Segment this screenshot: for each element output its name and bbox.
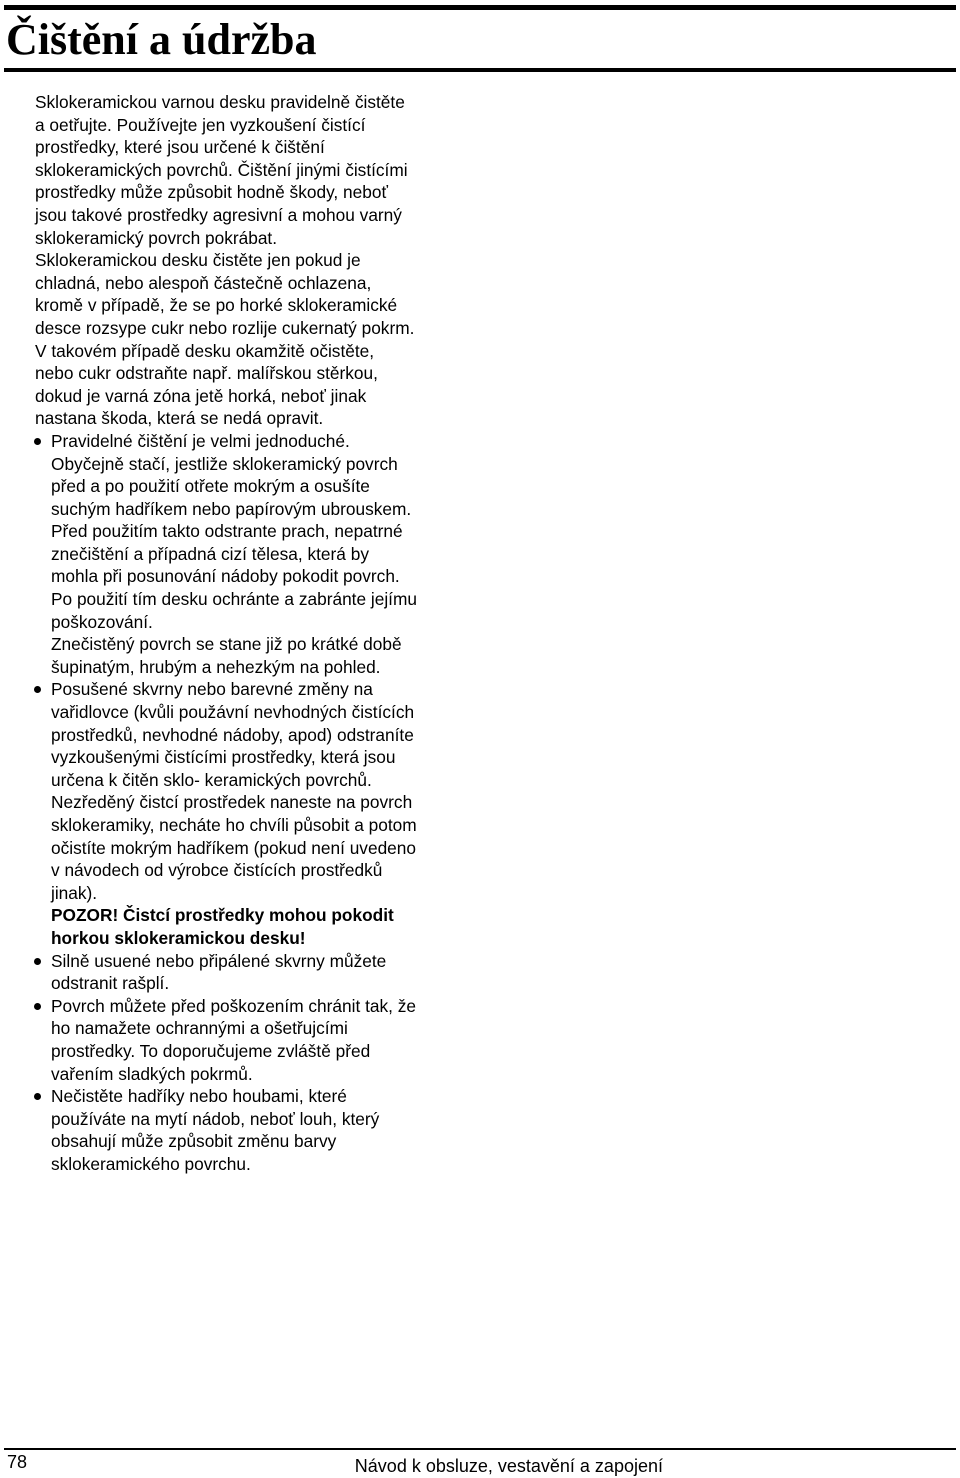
text-line: sklokeramický povrch pokrábat. bbox=[35, 227, 278, 248]
text-line: Povrch můžete před poškozením chránit tak, že bbox=[51, 995, 416, 1016]
text-line: desce rozsype cukr nebo rozlije cukernatý pokrm. bbox=[35, 317, 415, 338]
bullet-list bbox=[35, 430, 475, 1176]
text-line: mohla při posunování nádoby pokodit povrch. bbox=[51, 566, 400, 587]
text-line: Posušené skvrny nebo barevné změny na bbox=[51, 679, 373, 700]
text-line: určena k čitěn sklo- keramických povrchů. bbox=[51, 769, 372, 790]
warning-line: horkou sklokeramickou desku! bbox=[51, 927, 306, 948]
text-line: šupinatým, hrubým a nehezkým na pohled. bbox=[51, 656, 381, 677]
bullet-item-protection bbox=[35, 995, 475, 1085]
bullet-item-burnt-stains bbox=[35, 950, 475, 995]
intro-paragraph bbox=[35, 91, 475, 430]
text-line: prostředků, nevhodné nádoby, apod) odstraníte bbox=[51, 724, 414, 745]
page-number: 78 bbox=[7, 1452, 28, 1472]
text-line: prostředky. To doporučujeme zvláště před bbox=[51, 1040, 371, 1061]
text-line: dokud je varná zóna jetě horká, neboť jinak bbox=[35, 385, 367, 406]
text-line: vařidlovce (kvůli použávní nevhodných čistících bbox=[51, 702, 415, 723]
text-line: před a po použití otřete mokrým a osušíte bbox=[51, 476, 370, 497]
bullet-icon bbox=[34, 1003, 41, 1010]
bullet-item-dish-cloths bbox=[35, 1085, 475, 1175]
text-line: v návodech od výrobce čistících prostředků bbox=[51, 860, 383, 881]
text-line: Pravidelné čištění je velmi jednoduché. bbox=[51, 430, 350, 451]
text-line: Nezředěný čistcí prostředek naneste na povrch bbox=[51, 792, 413, 813]
text-line: sklokeramiky, necháte ho chvíli působit a potom bbox=[51, 815, 417, 835]
text-line: nastana škoda, která se nedá opravit. bbox=[35, 408, 324, 429]
text-line: nebo cukr odstraňte např. malířskou stěrkou, bbox=[35, 363, 378, 384]
document-body bbox=[35, 91, 475, 1176]
bullet-item-regular-cleaning bbox=[35, 430, 475, 679]
bullet-icon bbox=[34, 1093, 41, 1100]
text-line: jinak). bbox=[51, 882, 98, 903]
text-line: suchým hadříkem nebo papírovým ubrouskem. bbox=[51, 498, 412, 519]
text-line: Sklokeramickou varnou desku pravidelně čistěte bbox=[35, 92, 405, 112]
text-line: vařením sladkých pokrmů. bbox=[51, 1063, 253, 1084]
text-line: kromě v případě, že se po horké sklokeramické bbox=[35, 295, 398, 316]
footer-text: Návod k obsluze, vestavění a zapojení bbox=[354, 1456, 663, 1476]
text-line: sklokeramického povrchu. bbox=[51, 1153, 251, 1174]
text-line: obsahují může způsobit změnu barvy bbox=[51, 1131, 337, 1152]
text-line: Po použití tím desku ochránte a zabránte jejímu bbox=[51, 589, 417, 610]
text-line: vyzkoušenými čistícími prostředky, která jsou bbox=[51, 747, 396, 768]
text-line: ho namažete ochrannými a ošetřujcími bbox=[51, 1018, 348, 1039]
text-line: odstranit rašplí. bbox=[51, 973, 170, 994]
title-underline bbox=[4, 68, 956, 72]
footer-rule bbox=[4, 1448, 956, 1450]
text-line: Sklokeramickou desku čistěte jen pokud je bbox=[35, 250, 361, 271]
text-line: sklokeramických povrchů. Čištění jinými čistícími bbox=[35, 159, 408, 180]
text-line: Obyčejně stačí, jestliže sklokeramický povrch bbox=[51, 453, 398, 474]
text-line: poškozování. bbox=[51, 611, 153, 632]
text-line: jsou takové prostředky agresivní a mohou varný bbox=[35, 204, 402, 225]
text-line: očistíte mokrým hadříkem (pokud není uvedeno bbox=[51, 837, 417, 858]
text-line: V takovém případě desku okamžitě očistěte, bbox=[35, 340, 375, 361]
bullet-item-stains bbox=[35, 678, 475, 949]
bullet-icon bbox=[34, 438, 41, 445]
text-line: Nečistěte hadříky nebo houbami, které bbox=[51, 1086, 347, 1107]
text-line: znečištění a případná cizí tělesa, která by bbox=[51, 543, 369, 564]
text-line: Před použitím takto odstrante prach, nepatrné bbox=[51, 521, 403, 542]
text-line: Znečistěný povrch se stane již po krátké době bbox=[51, 634, 402, 655]
text-line: používáte na mytí nádob, neboť louh, který bbox=[51, 1108, 380, 1129]
text-line: prostředky, které jsou určené k čištění bbox=[35, 137, 325, 158]
bullet-icon bbox=[34, 686, 41, 693]
text-line: Silně usuené nebo připálené skvrny můžete bbox=[51, 950, 387, 971]
warning-line: POZOR! Čistcí prostředky mohou pokodit bbox=[51, 905, 394, 926]
text-line: a oetřujte. Používejte jen vyzkoušení čistící bbox=[35, 114, 366, 135]
bullet-icon bbox=[34, 958, 41, 965]
text-line: prostředky může způsobit hodně škody, neboť bbox=[35, 182, 388, 203]
text-line: chladná, nebo alespoň částečně ochlazena, bbox=[35, 272, 372, 293]
page-title: Čištění a údržba bbox=[6, 15, 317, 64]
header-rule bbox=[4, 5, 956, 10]
